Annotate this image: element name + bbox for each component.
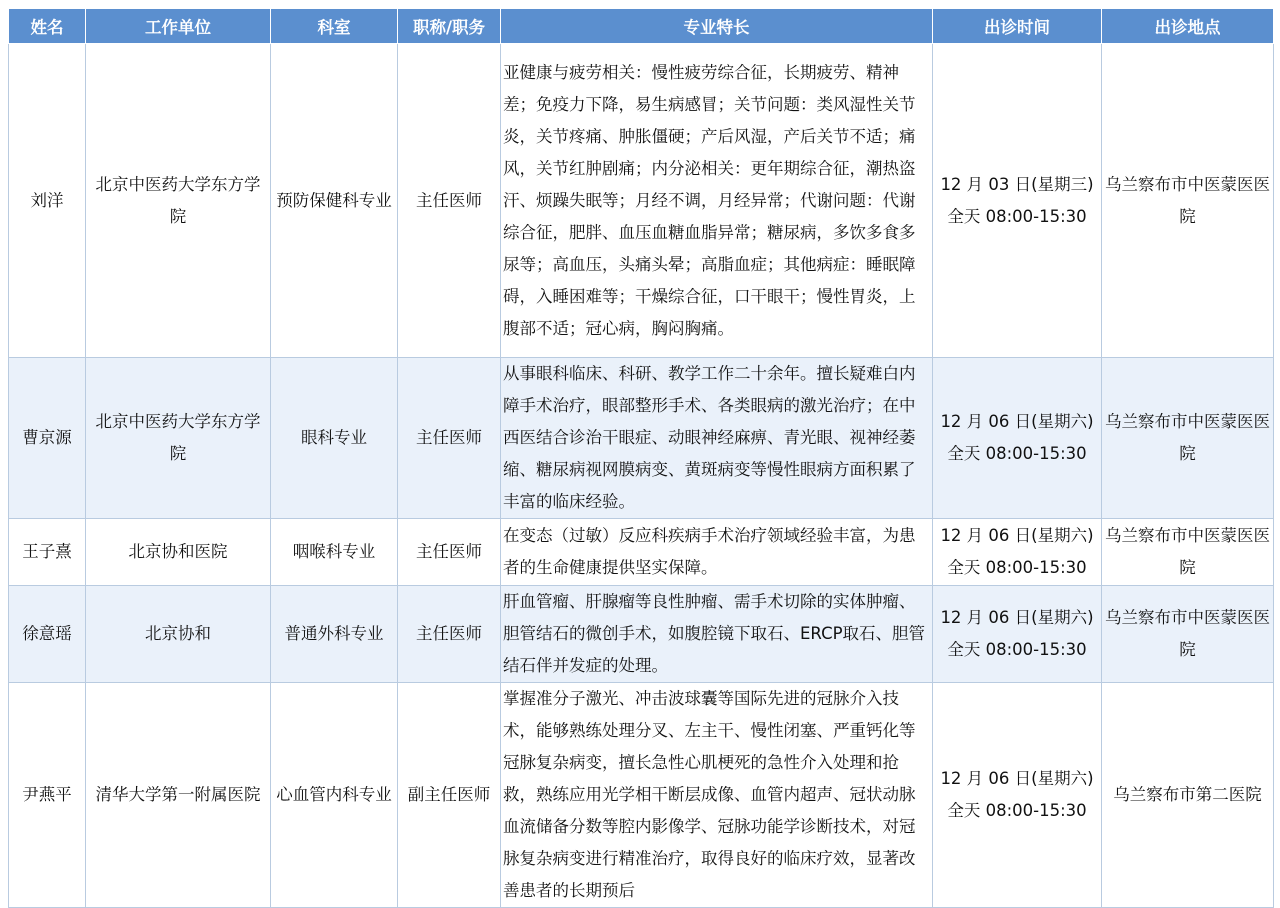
clinic-time <box>933 44 1102 358</box>
specialty: 在变态（过敏）反应科疾病手术治疗领域经验丰富，为患者的生命健康提供坚实保障。 <box>501 519 933 586</box>
table-row <box>9 44 1274 358</box>
doctor-name: 尹燕平 <box>9 683 86 908</box>
clinic-date: 12 月 06 日(星期六) <box>940 526 1094 545</box>
header-time: 出诊时间 <box>933 9 1102 44</box>
table-row <box>9 586 1274 683</box>
clinic-date: 12 月 06 日(星期六) <box>940 412 1094 431</box>
doctor-name: 徐意瑶 <box>9 586 86 683</box>
specialty: 从事眼科临床、科研、教学工作二十余年。擅长疑难白内障手术治疗，眼部整形手术、各类眼病的激光治疗；在中西医结合诊治干眼症、动眼神经麻痹、青光眼、视神经萎缩、糖尿病视网膜病变、黄斑病变等慢性眼病方面积累了丰富的临床经验。 <box>501 358 933 519</box>
department: 心血管内科专业 <box>271 683 398 908</box>
job-title: 主任医师 <box>398 44 501 358</box>
schedule-table-wrapper <box>8 8 1273 908</box>
clinic-location: 乌兰察布市中医蒙医医院 <box>1102 586 1274 683</box>
clinic-location: 乌兰察布市中医蒙医医院 <box>1102 358 1274 519</box>
header-location: 出诊地点 <box>1102 9 1274 44</box>
specialty: 亚健康与疲劳相关：慢性疲劳综合征，长期疲劳、精神差；免疫力下降，易生病感冒；关节问题：类风湿性关节炎，关节疼痛、肿胀僵硬；产后风湿，产后关节不适；痛风，关节红肿剧痛；内分泌相关：更年期综合征，潮热盗汗、烦躁失眠等；月经不调，月经异常；代谢问题：代谢综合征，肥胖、血压血糖血脂异常；糖尿病，多饮多食多尿等；高血压，头痛头晕；高脂血症；其他病症：睡眠障碍，入睡困难等；干燥综合征，口干眼干；慢性胃炎，上腹部不适；冠心病，胸闷胸痛。 <box>501 44 933 358</box>
clinic-hours: 全天 08:00-15:30 <box>947 206 1087 226</box>
clinic-hours: 全天 08:00-15:30 <box>947 558 1087 577</box>
specialty: 掌握准分子激光、冲击波球囊等国际先进的冠脉介入技术，能够熟练处理分叉、左主干、慢性闭塞、严重钙化等冠脉复杂病变，擅长急性心肌梗死的急性介入处理和抢救，熟练应用光学相干断层成像、血管内超声、冠状动脉血流储备分数等腔内影像学、冠脉功能学诊断技术，对冠脉复杂病变进行精准治疗，取得良好的临床疗效，显著改善患者的长期预后 <box>501 683 933 908</box>
schedule-table <box>8 8 1274 908</box>
table-row <box>9 683 1274 908</box>
header-title: 职称/职务 <box>398 9 501 44</box>
job-title: 主任医师 <box>398 358 501 519</box>
job-title: 副主任医师 <box>398 683 501 908</box>
job-title: 主任医师 <box>398 519 501 586</box>
clinic-hours: 全天 08:00-15:30 <box>947 640 1087 659</box>
clinic-location: 乌兰察布市中医蒙医医院 <box>1102 519 1274 586</box>
work-unit: 北京中医药大学东方学院 <box>86 358 271 519</box>
work-unit: 清华大学第一附属医院 <box>86 683 271 908</box>
department: 普通外科专业 <box>271 586 398 683</box>
doctor-name: 王子熹 <box>9 519 86 586</box>
work-unit: 北京协和 <box>86 586 271 683</box>
header-name: 姓名 <box>9 9 86 44</box>
clinic-date: 12 月 06 日(星期六) <box>940 769 1094 788</box>
work-unit: 北京中医药大学东方学院 <box>86 44 271 358</box>
clinic-hours: 全天 08:00-15:30 <box>947 801 1087 820</box>
job-title: 主任医师 <box>398 586 501 683</box>
header-row <box>9 9 1274 44</box>
department: 眼科专业 <box>271 358 398 519</box>
table-row <box>9 358 1274 519</box>
clinic-date: 12 月 03 日(星期三) <box>940 174 1094 194</box>
doctor-name: 曹京源 <box>9 358 86 519</box>
department: 预防保健科专业 <box>271 44 398 358</box>
clinic-location: 乌兰察布市中医蒙医医院 <box>1102 44 1274 358</box>
specialty: 肝血管瘤、肝腺瘤等良性肿瘤、需手术切除的实体肿瘤、胆管结石的微创手术，如腹腔镜下取石、ERCP取石、胆管结石伴并发症的处理。 <box>501 586 933 683</box>
header-unit: 工作单位 <box>86 9 271 44</box>
clinic-time <box>933 358 1102 519</box>
doctor-name: 刘洋 <box>9 44 86 358</box>
header-dept: 科室 <box>271 9 398 44</box>
clinic-location: 乌兰察布市第二医院 <box>1102 683 1274 908</box>
department: 咽喉科专业 <box>271 519 398 586</box>
clinic-time <box>933 683 1102 908</box>
table-row <box>9 519 1274 586</box>
clinic-date: 12 月 06 日(星期六) <box>940 608 1094 627</box>
header-specialty: 专业特长 <box>501 9 933 44</box>
work-unit: 北京协和医院 <box>86 519 271 586</box>
clinic-time <box>933 586 1102 683</box>
clinic-hours: 全天 08:00-15:30 <box>947 444 1087 463</box>
clinic-time <box>933 519 1102 586</box>
